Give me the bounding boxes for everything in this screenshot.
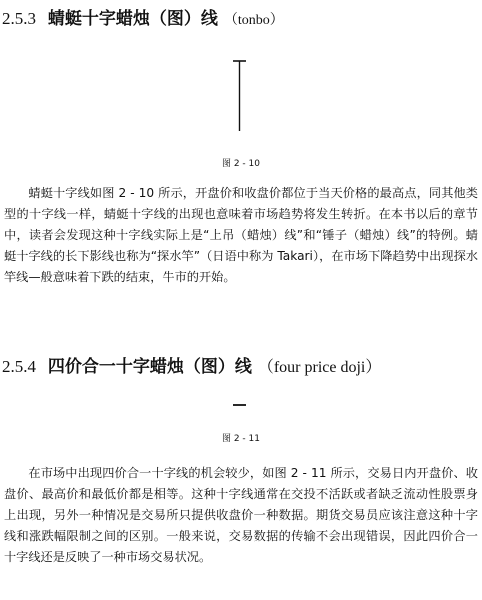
four-price-doji-figure bbox=[0, 400, 482, 410]
paragraph-four-price-doji: 在市场中出现四价合一十字线的机会较少，如图 2 - 11 所示，交易日内开盘价、收盘价、最高价和最低价都是相等。这种十字线通常在交投不活跃或者缺乏流动性股票身上出现，另外一种情况是交易所只提供收盘价一种数据。期货交易员应该注意这种十字线和涨跌幅限制之间的区别。一般来说，交易数据的传输不会出现错误，因此四价合一十字线还是反映了一种市场交易状况。 bbox=[4, 466, 478, 564]
dragonfly-doji-figure bbox=[0, 58, 482, 138]
section-heading-2-5-4 bbox=[2, 352, 381, 377]
section-number: 2.5.3 bbox=[2, 9, 36, 28]
section-number: 2.5.4 bbox=[2, 357, 36, 376]
section-title: 四价合一十字蜡烛（图）线 bbox=[47, 357, 252, 377]
paragraph-dragonfly-doji: 蜻蜓十字线如图 2 - 10 所示，开盘价和收盘价都位于当天价格的最高点，同其他类型的十字线一样，蜻蜓十字线的出现也意味着市场趋势将发生转折。在本书以后的章节中，读者会发现这种十字线实际上是“上吊（蜡烛）线”和“锤子（蜡烛）线”的特例。蜻蜓十字线的长下影线也称为“探水竿”（日语中称为 Takari），在市场下降趋势中出现探水竿线—般意味着下跌的结束，牛市的开始。 bbox=[4, 186, 478, 284]
figure-caption-2-10: 图 2 - 10 bbox=[221, 159, 260, 169]
figure-caption-2-11: 图 2 - 11 bbox=[221, 434, 260, 444]
section-latin-term: （tonbo） bbox=[223, 13, 284, 28]
section-latin-term: （four price doji） bbox=[257, 359, 382, 376]
section-title: 蜻蜓十字蜡烛（图）线 bbox=[47, 9, 218, 29]
section-heading-2-5-3 bbox=[2, 4, 284, 29]
